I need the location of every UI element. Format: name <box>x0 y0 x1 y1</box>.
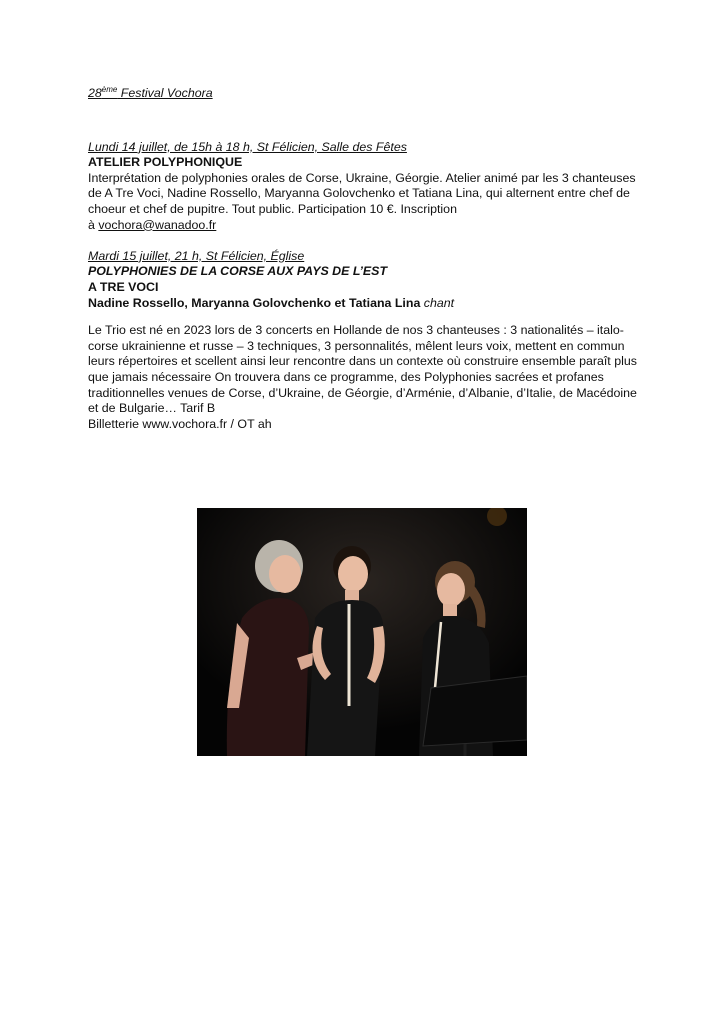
event1-description <box>88 171 648 233</box>
event2-title: POLYPHONIES DE LA CORSE AUX PAYS DE L’EST <box>88 264 388 279</box>
event1-description-text: Interprétation de polyphonies orales de Corse, Ukraine, Géorgie. Atelier animé par les 3 chanteuses de A Tre Voci, Nadine Rossello, Maryanna Golovchenko et Tatiana Lina, qui alternent entre chef de choeur et chef de pupitre. Tout public. Participation 10 €. Inscription <box>88 170 636 216</box>
festival-ordinal: ème <box>101 85 118 94</box>
event-atelier <box>88 140 648 234</box>
event1-email-prefix: à <box>88 217 99 232</box>
event2-ticketing: Billetterie www.vochora.fr / OT ah <box>88 416 272 431</box>
event2-description: Le Trio est né en 2023 lors de 3 concerts en Hollande de nos 3 chanteuses : 3 nationalités – italo-corse ukrainienne et russe – 3 techniques, 3 personnalités, mêlent leurs voix, mettent en commun leurs répertoires et scellent ainsi leur rencontre dans un contexte où construire ensemble paraît plus que jamais nécessaire On trouvera dans ce programme, des Polyphonies sacrées et profanes traditionnelles venues de Corse, d’Ukraine, de Géorgie, d’Arménie, d’Albanie, d’Italie, de Macédoine et de Bulgarie… Tarif B <box>88 323 637 416</box>
event2-group: A TRE VOCI <box>88 279 159 294</box>
event2-role: chant <box>423 295 455 310</box>
event1-title: ATELIER POLYPHONIQUE <box>88 155 243 170</box>
event1-date-location: Lundi 14 juillet, de 15h à 18 h, St Félicien, Salle des Fêtes <box>88 139 407 154</box>
event-concert <box>88 249 648 433</box>
event2-performers: Nadine Rossello, Maryanna Golovchenko et Tatiana Lina <box>88 295 421 310</box>
email-link[interactable]: vochora@wanadoo.fr <box>98 217 217 232</box>
concert-photo <box>197 508 527 756</box>
festival-number: 28 <box>88 86 102 100</box>
photo-trio-singers <box>197 508 527 756</box>
event2-performers-line <box>88 296 648 312</box>
festival-title <box>88 86 648 102</box>
event2-date-location: Mardi 15 juillet, 21 h, St Félicien, Église <box>88 248 305 263</box>
festival-name: Festival Vochora <box>117 86 213 100</box>
document-page <box>88 86 648 432</box>
